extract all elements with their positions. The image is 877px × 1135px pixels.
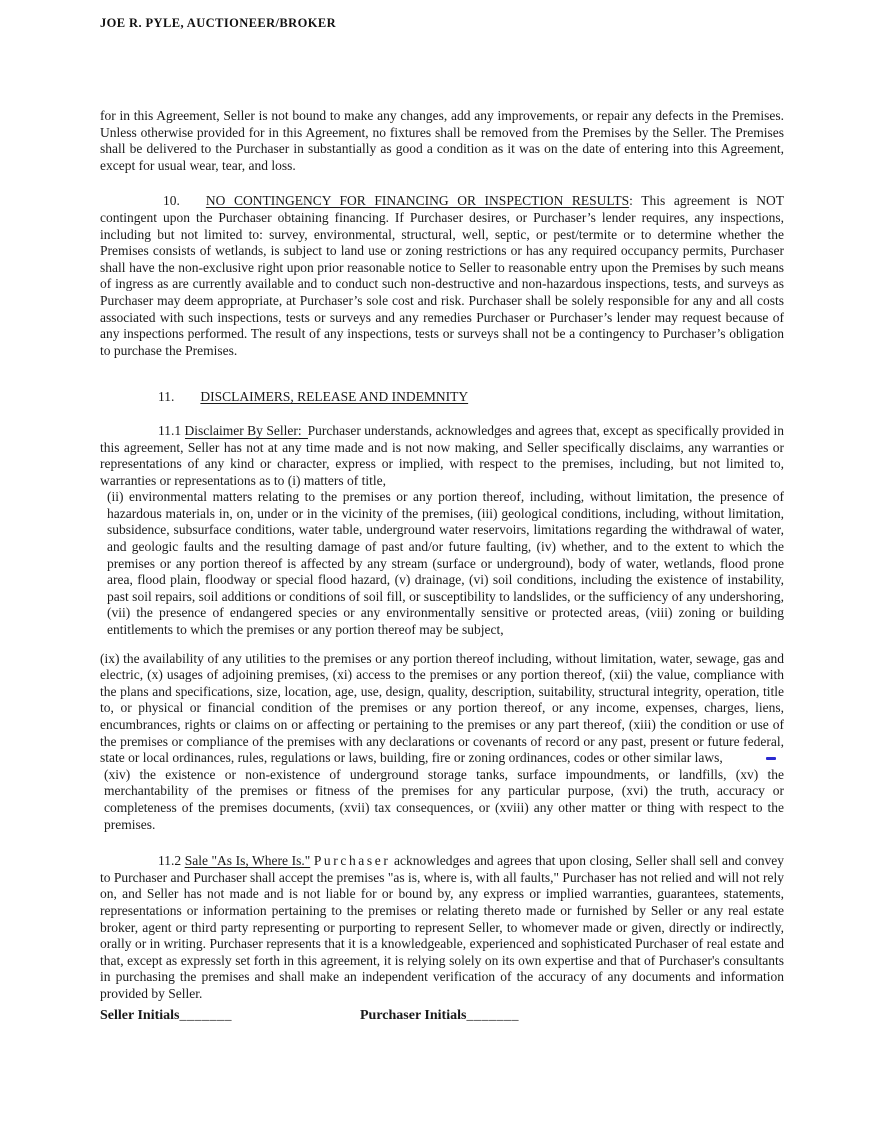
clause-11-2-number: 11.2 bbox=[158, 853, 182, 869]
purchaser-initials-group bbox=[360, 1008, 519, 1025]
section-11-heading-row bbox=[100, 389, 784, 406]
paragraph-premises-condition: for in this Agreement, Seller is not bound to make any changes, add any improvements, or repair any defects in the Premises. Unless otherwise provided for in this Agreement, no fixtures shall be removed from the Premises by the Seller. The Premises shall be delivered to the Purchaser in substantially as good a condition as it was on the date of entering into this Agreement, except for usual wear, tear, and loss. bbox=[100, 108, 784, 173]
section-11-number: 11. bbox=[158, 389, 175, 405]
section-10-number: 10. bbox=[163, 193, 180, 209]
annotation-dash bbox=[766, 757, 776, 760]
clause-11-1-block-ix-xiii: (ix) the availability of any utilities to the premises or any portion thereof including, without limitation, water, sewage, gas and electric, (x) usages of adjoining premises, (xi) access to the premises or any portion thereof, (xii) the value, compliance with the plans and specifications, size, location, age, use, design, quality, description, suitability, structural integrity, operation, title to, or physical or financial condition of the premises or any portion thereof, or any income, expenses, charges, liens, encumbrances, rights or claims on or affecting or pertaining to the premises or any part thereof, (xiii) the condition or use of the premises or compliance of the premises with any declarations or covenants of record or any past, present or future federal, state or local ordinances, rules, regulations or laws, building, fire or zoning ordinances, codes or other similar laws, bbox=[100, 650, 784, 766]
clause-11-1-number: 11.1 bbox=[158, 422, 182, 438]
clause-11-1-block-ii-viii: (ii) environmental matters relating to the premises or any portion thereof, including, without limitation, the presence of hazardous materials in, on, under or in the vicinity of the premises, (iii) geological conditions, including, without limitation, subsidence, subsurface conditions, water table, underground water reservoirs, limitations regarding the withdrawal of water, and geologic faults and the resulting damage of past and/or future faulting, (iv) whether, and to the extent to which the premises or any portion thereof is affected by any stream (surface or underground), body of water, wetlands, flood prone area, flood plain, floodway or special flood hazard, (v) drainage, (vi) soil conditions, including the existence of instability, past soil repairs, soil additions or conditions of soil fill, or susceptibility to landslides, or the sufficiency of any undershoring, (vii) the presence of endangered species or any environmentally sensitive or protected areas, (viii) zoning or building entitlements to which the premises or any portion thereof may be subject, bbox=[107, 489, 784, 638]
initials-row bbox=[100, 1008, 784, 1025]
section-10-paragraph bbox=[100, 193, 784, 359]
section-10-text: : This agreement is NOT contingent upon the Purchaser obtaining financing. If Purchaser desires, or Purchaser’s lender requires, any inspections, including but not limited to: survey, environmental, structural, well, septic, or pest/termite or to determine whether the Premises consists of wetlands, is subject to land use or zoning restrictions or has any required occupancy permits, Purchaser shall have the non-exclusive right upon prior reasonable notice to Seller to reasonable entry upon the Premises by such means of ingress as are currently available and to conduct such non-destructive and non-hazardous inspections, tests, and surveys as Purchaser may deem appropriate, at Purchaser’s sole cost and risk. Purchaser shall be solely responsible for any and all costs associated with such inspections, tests or surveys and any remedies Purchaser or Purchaser’s lender may request because of any inspections performed. The result of any inspections, tests or surveys shall not be a contingency to Purchaser’s obligation to purchase the Premises. bbox=[100, 193, 784, 358]
purchaser-initials-label: Purchaser Initials bbox=[360, 1007, 467, 1023]
clause-11-1-block-xiv-xviii: (xiv) the existence or non-existence of underground storage tanks, surface impoundments, or landfills, (xv) the merchantability of the premises or fitness of the premises for any particular purpose, (xvi) the truth, accuracy or completeness of the premises documents, (xvii) tax consequences, or (xviii) any other matter or thing with respect to the premises. bbox=[104, 766, 784, 832]
section-10-heading: NO CONTINGENCY FOR FINANCING OR INSPECTION RESULTS bbox=[205, 193, 630, 209]
broker-header: JOE R. PYLE, AUCTIONEER/BROKER bbox=[100, 16, 336, 30]
purchaser-initials-blank: _______ bbox=[466, 1007, 519, 1023]
section-11-heading: DISCLAIMERS, RELEASE AND INDEMNITY bbox=[200, 389, 469, 405]
clause-11-1-paragraph bbox=[100, 423, 784, 489]
seller-initials-label: Seller Initials bbox=[100, 1007, 180, 1023]
clause-11-2-spaced-word: Purchaser bbox=[313, 853, 391, 869]
document-content bbox=[100, 108, 784, 1024]
clause-11-2-paragraph bbox=[100, 853, 784, 1002]
clause-11-2-label: Sale "As Is, Where Is." bbox=[184, 853, 311, 869]
clause-11-1-text: Purchaser understands, acknowledges and agrees that, except as specifically provided in this agreement, Seller has not at any time made and is not now making, and Seller specifically disclaims, any warranties or representations of any kind or character, express or implied, with respect to the premises, including, but not limited to, warranties or representations as to (i) matters of title, bbox=[100, 422, 784, 488]
seller-initials-blank: _______ bbox=[179, 1007, 232, 1023]
clause-11-1-label: Disclaimer By Seller: bbox=[185, 423, 308, 439]
clause-11-2-text: acknowledges and agrees that upon closing, Seller shall sell and convey to Purchaser and Purchaser shall accept the premises "as is, where is, with all faults," Purchaser has not relied and will not rely on, and Seller has not made and is not liable for or bound by, any express or implied warranties, guarantees, statements, representations or information pertaining to the premises or relating thereto made or furnished by Seller or any real estate broker, agent or third party representing or purporting to represent Seller, to whomever made or given, directly or indirectly, orally or in writing. Purchaser represents that it is a knowledgeable, experienced and sophisticated Purchaser of real estate and that, except as expressly set forth in this agreement, it is relying solely on its own expertise and that of Purchaser's consultants in purchasing the premises and shall make an independent verification of the accuracy of any documents and information provided by Seller. bbox=[100, 853, 785, 1001]
